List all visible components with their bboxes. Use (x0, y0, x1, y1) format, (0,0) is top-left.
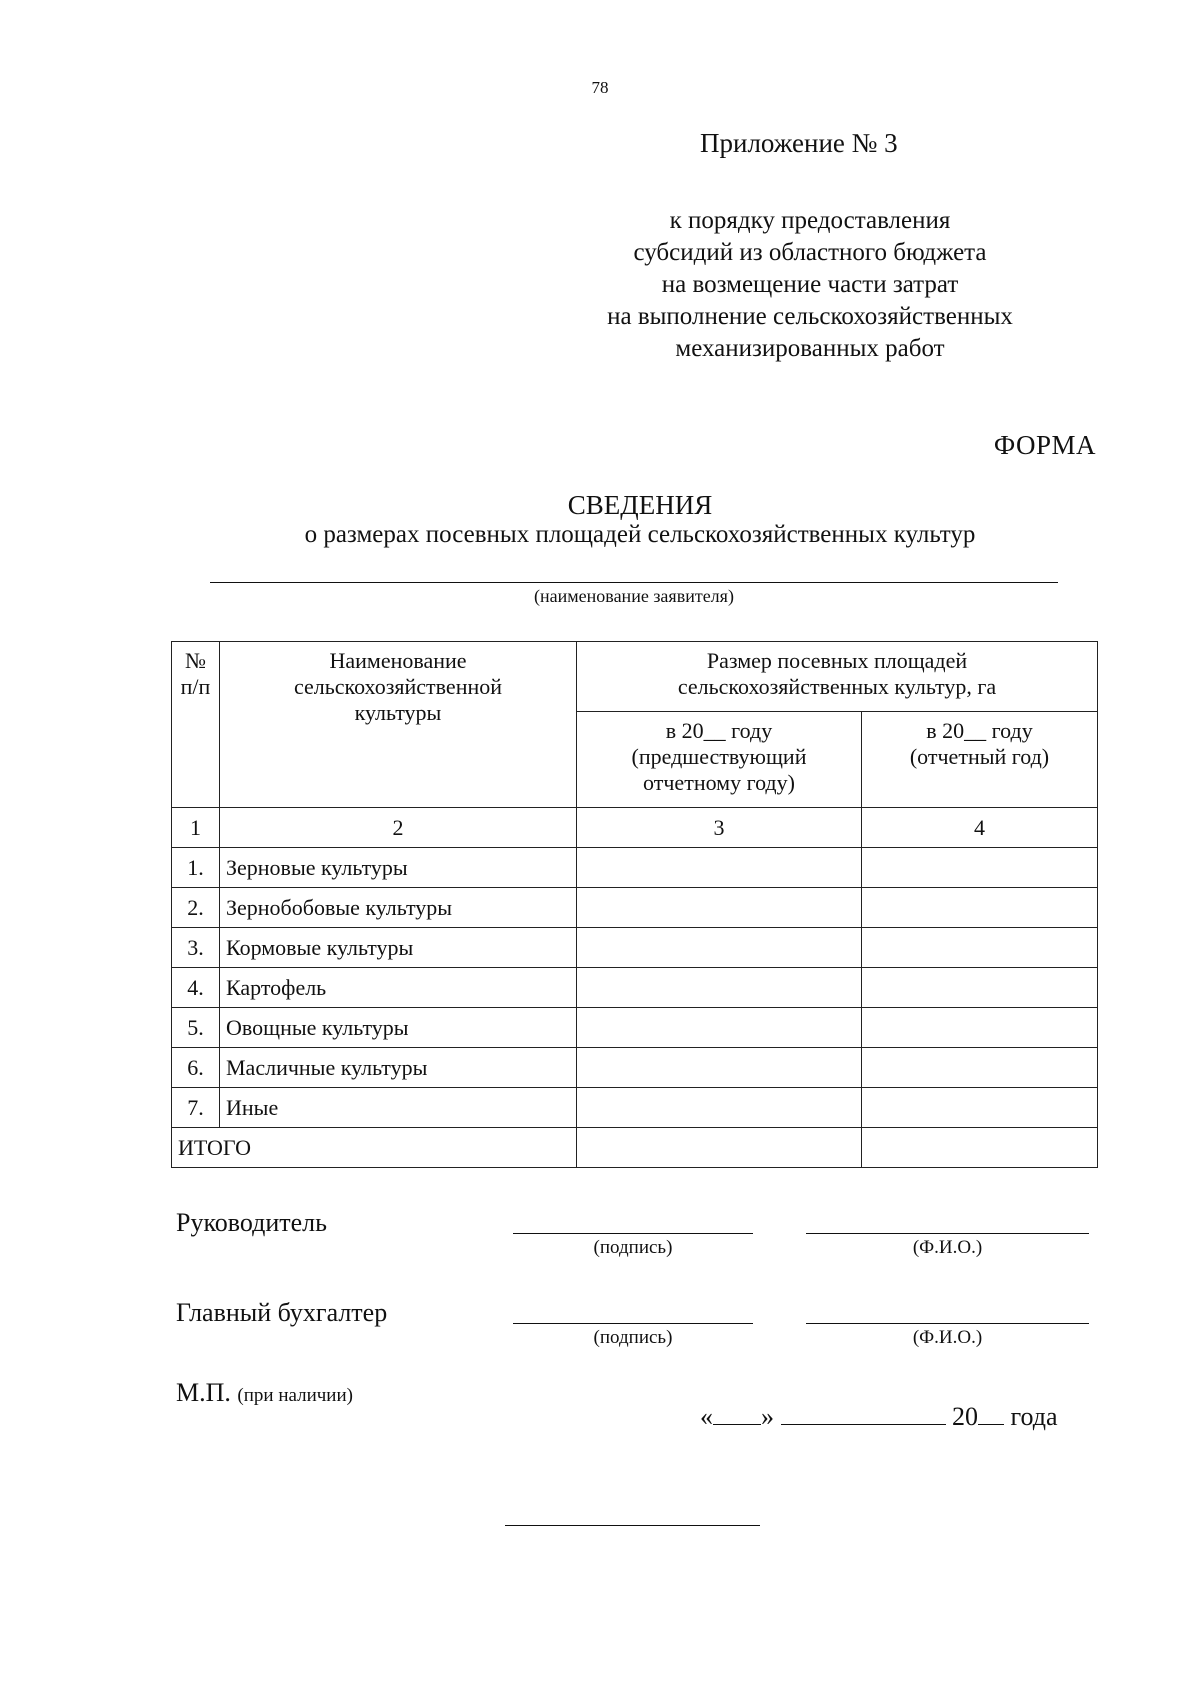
row-number: 7. (172, 1088, 220, 1128)
accountant-signature-caption: (подпись) (593, 1327, 673, 1348)
table-row (172, 1088, 1098, 1128)
date-close-quote: » (761, 1402, 774, 1431)
form-label: ФОРМА (993, 430, 1096, 460)
stamp-label-block (176, 1378, 353, 1408)
page-number: 78 (591, 78, 609, 97)
appendix-line: на возмещение части затрат (661, 271, 959, 298)
appendix-line: механизированных работ (675, 335, 945, 362)
total-label: ИТОГО (172, 1128, 577, 1168)
date-open-quote: « (700, 1402, 713, 1431)
appendix-description (560, 205, 1060, 365)
table-row (172, 848, 1098, 888)
applicant-name-field[interactable] (210, 582, 1058, 583)
report-year-cell[interactable] (862, 928, 1098, 968)
accountant-signature-field[interactable] (513, 1323, 753, 1324)
prev-year-cell[interactable] (577, 928, 862, 968)
row-number: 6. (172, 1048, 220, 1088)
crop-name: Зерновые культуры (220, 848, 577, 888)
column-number: 1 (172, 808, 220, 848)
header-prev-year: в 20__ году (предшествующий отчетному году) (577, 712, 862, 808)
crop-name: Кормовые культуры (220, 928, 577, 968)
appendix-line: на выполнение сельскохозяйственных (607, 303, 1013, 330)
column-number: 3 (577, 808, 862, 848)
header-area-size: Размер посевных площадей сельскохозяйственных культур, га (577, 642, 1098, 712)
table-row (172, 888, 1098, 928)
stamp-label: М.П. (176, 1378, 231, 1407)
prev-year-cell[interactable] (577, 1088, 862, 1128)
head-role-label: Руководитель (176, 1208, 327, 1237)
total-row (172, 1128, 1098, 1168)
date-line (700, 1402, 1096, 1432)
accountant-name-field[interactable] (806, 1323, 1089, 1324)
report-year-cell[interactable] (862, 1008, 1098, 1048)
crop-name: Зернобобовые культуры (220, 888, 577, 928)
date-year-field[interactable] (978, 1402, 1004, 1425)
row-number: 4. (172, 968, 220, 1008)
prev-year-cell[interactable] (577, 1048, 862, 1088)
accountant-role-label: Главный бухгалтер (176, 1298, 388, 1327)
report-year-cell[interactable] (862, 968, 1098, 1008)
row-number: 1. (172, 848, 220, 888)
applicant-caption: (наименование заявителя) (534, 586, 734, 606)
head-signature-field[interactable] (513, 1233, 753, 1234)
prev-year-cell[interactable] (577, 888, 862, 928)
header-crop-name: Наименование сельскохозяйственной культуры (220, 642, 577, 808)
prev-year-cell[interactable] (577, 848, 862, 888)
prev-year-cell[interactable] (577, 968, 862, 1008)
prev-year-cell[interactable] (577, 1008, 862, 1048)
report-year-cell[interactable] (862, 888, 1098, 928)
table-row (172, 1008, 1098, 1048)
head-name-field[interactable] (806, 1233, 1089, 1234)
appendix-title: Приложение № 3 (700, 128, 898, 158)
head-signature-caption: (подпись) (593, 1237, 673, 1258)
report-year-cell[interactable] (862, 1088, 1098, 1128)
date-year-suffix: года (1010, 1402, 1058, 1431)
column-number: 4 (862, 808, 1098, 848)
column-number: 2 (220, 808, 577, 848)
date-day-field[interactable] (713, 1402, 761, 1425)
header-num: № п/п (172, 642, 220, 808)
crop-name: Овощные культуры (220, 1008, 577, 1048)
crop-name: Картофель (220, 968, 577, 1008)
crop-name: Масличные культуры (220, 1048, 577, 1088)
column-numbers-row (172, 808, 1098, 848)
appendix-line: к порядку предоставления (669, 207, 951, 234)
accountant-name-caption: (Ф.И.О.) (912, 1327, 983, 1348)
crop-name: Иные (220, 1088, 577, 1128)
report-year-cell[interactable] (862, 1048, 1098, 1088)
bottom-separator-line (505, 1525, 760, 1526)
date-year-prefix: 20 (952, 1402, 978, 1431)
table-row (172, 928, 1098, 968)
table-row (172, 968, 1098, 1008)
head-name-caption: (Ф.И.О.) (912, 1237, 983, 1258)
row-number: 3. (172, 928, 220, 968)
total-prev-year-cell[interactable] (577, 1128, 862, 1168)
appendix-line: субсидий из областного бюджета (633, 239, 987, 266)
report-year-cell[interactable] (862, 848, 1098, 888)
crops-table (171, 641, 1098, 1168)
row-number: 2. (172, 888, 220, 928)
document-subtitle: о размерах посевных площадей сельскохозяйственных культур (304, 521, 976, 548)
row-number: 5. (172, 1008, 220, 1048)
table-row (172, 1048, 1098, 1088)
stamp-note: (при наличии) (237, 1385, 353, 1406)
total-report-year-cell[interactable] (862, 1128, 1098, 1168)
document-title: СВЕДЕНИЯ (567, 490, 713, 520)
header-report-year: в 20__ году (отчетный год) (862, 712, 1098, 808)
date-month-field[interactable] (781, 1402, 946, 1425)
